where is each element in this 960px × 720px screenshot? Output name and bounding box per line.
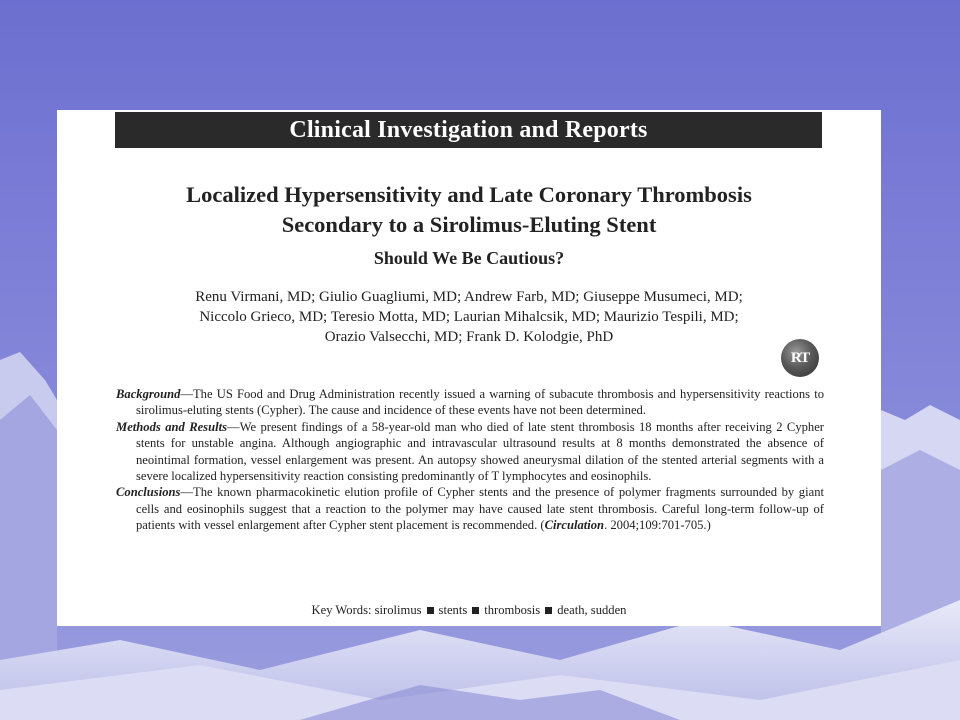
abstract-background-label: Background <box>116 387 181 401</box>
author-line: Renu Virmani, MD; Giulio Guagliumi, MD; Andrew Farb, MD; Giuseppe Musumeci, MD; <box>195 289 743 305</box>
keyword: death, sudden <box>557 603 627 617</box>
keyword: sirolimus <box>374 603 422 617</box>
abstract-conclusions <box>116 484 824 533</box>
author-list <box>57 287 881 347</box>
rt-logo: RT <box>781 339 819 377</box>
abstract-methods-text: —We present findings of a 58-year-old man who died of late stent thrombosis 18 months after receiving 2 Cypher stents for unstable angina. Although angiographic and intravascular ultrasound results at 8 months demonstrated the absence of neointimal formation, vessel enlargement was present. An autopsy showed aneurysmal dilation of the stented arterial segments with a severe localized hypersensitivity reaction consisting predominantly of T lymphocytes and eosinophils. <box>136 419 825 484</box>
square-bullet-icon <box>545 607 552 614</box>
abstract-methods <box>116 419 824 485</box>
section-banner: Clinical Investigation and Reports <box>115 112 822 148</box>
citation-journal: Circulation <box>544 518 605 533</box>
square-bullet-icon <box>472 607 479 614</box>
abstract-conclusions-label: Conclusions <box>116 485 181 500</box>
author-line: Niccolo Grieco, MD; Teresio Motta, MD; Laurian Mihalcsik, MD; Maurizio Tespili, MD; <box>199 309 739 325</box>
paper-page <box>57 110 881 626</box>
title-line: Secondary to a Sirolimus-Eluting Stent <box>281 212 657 237</box>
keyword: stents <box>438 603 468 617</box>
keywords-label: Key Words: <box>311 603 372 617</box>
citation-details: . 2004;109:701-705.) <box>604 518 711 533</box>
abstract-conclusions-text: —The known pharmacokinetic elution profile of Cypher stents and the presence of polymer fragments surrounded by giant cells and eosinophils suggest that a reaction to the polymer may have caused late stent thrombosis. Careful long-term follow-up of patients with vessel enlargement after Cypher stent placement is recommended. ( <box>136 485 824 533</box>
article-title <box>57 180 881 240</box>
keyword: thrombosis <box>484 603 541 617</box>
author-line: Orazio Valsecchi, MD; Frank D. Kolodgie, PhD <box>324 329 614 345</box>
abstract-methods-label: Methods and Results <box>116 419 227 434</box>
square-bullet-icon <box>427 607 434 614</box>
abstract <box>116 386 824 534</box>
article-subtitle: Should We Be Cautious? <box>373 248 565 268</box>
abstract-background <box>116 386 824 419</box>
keywords <box>57 602 881 618</box>
title-line: Localized Hypersensitivity and Late Coronary Thrombosis <box>186 182 752 207</box>
abstract-background-text: —The US Food and Drug Administration recently issued a warning of subacute thrombosis and hypersensitivity reactions to sirolimus-eluting stents (Cypher). The cause and incidence of these events have not been determined. <box>136 387 824 418</box>
